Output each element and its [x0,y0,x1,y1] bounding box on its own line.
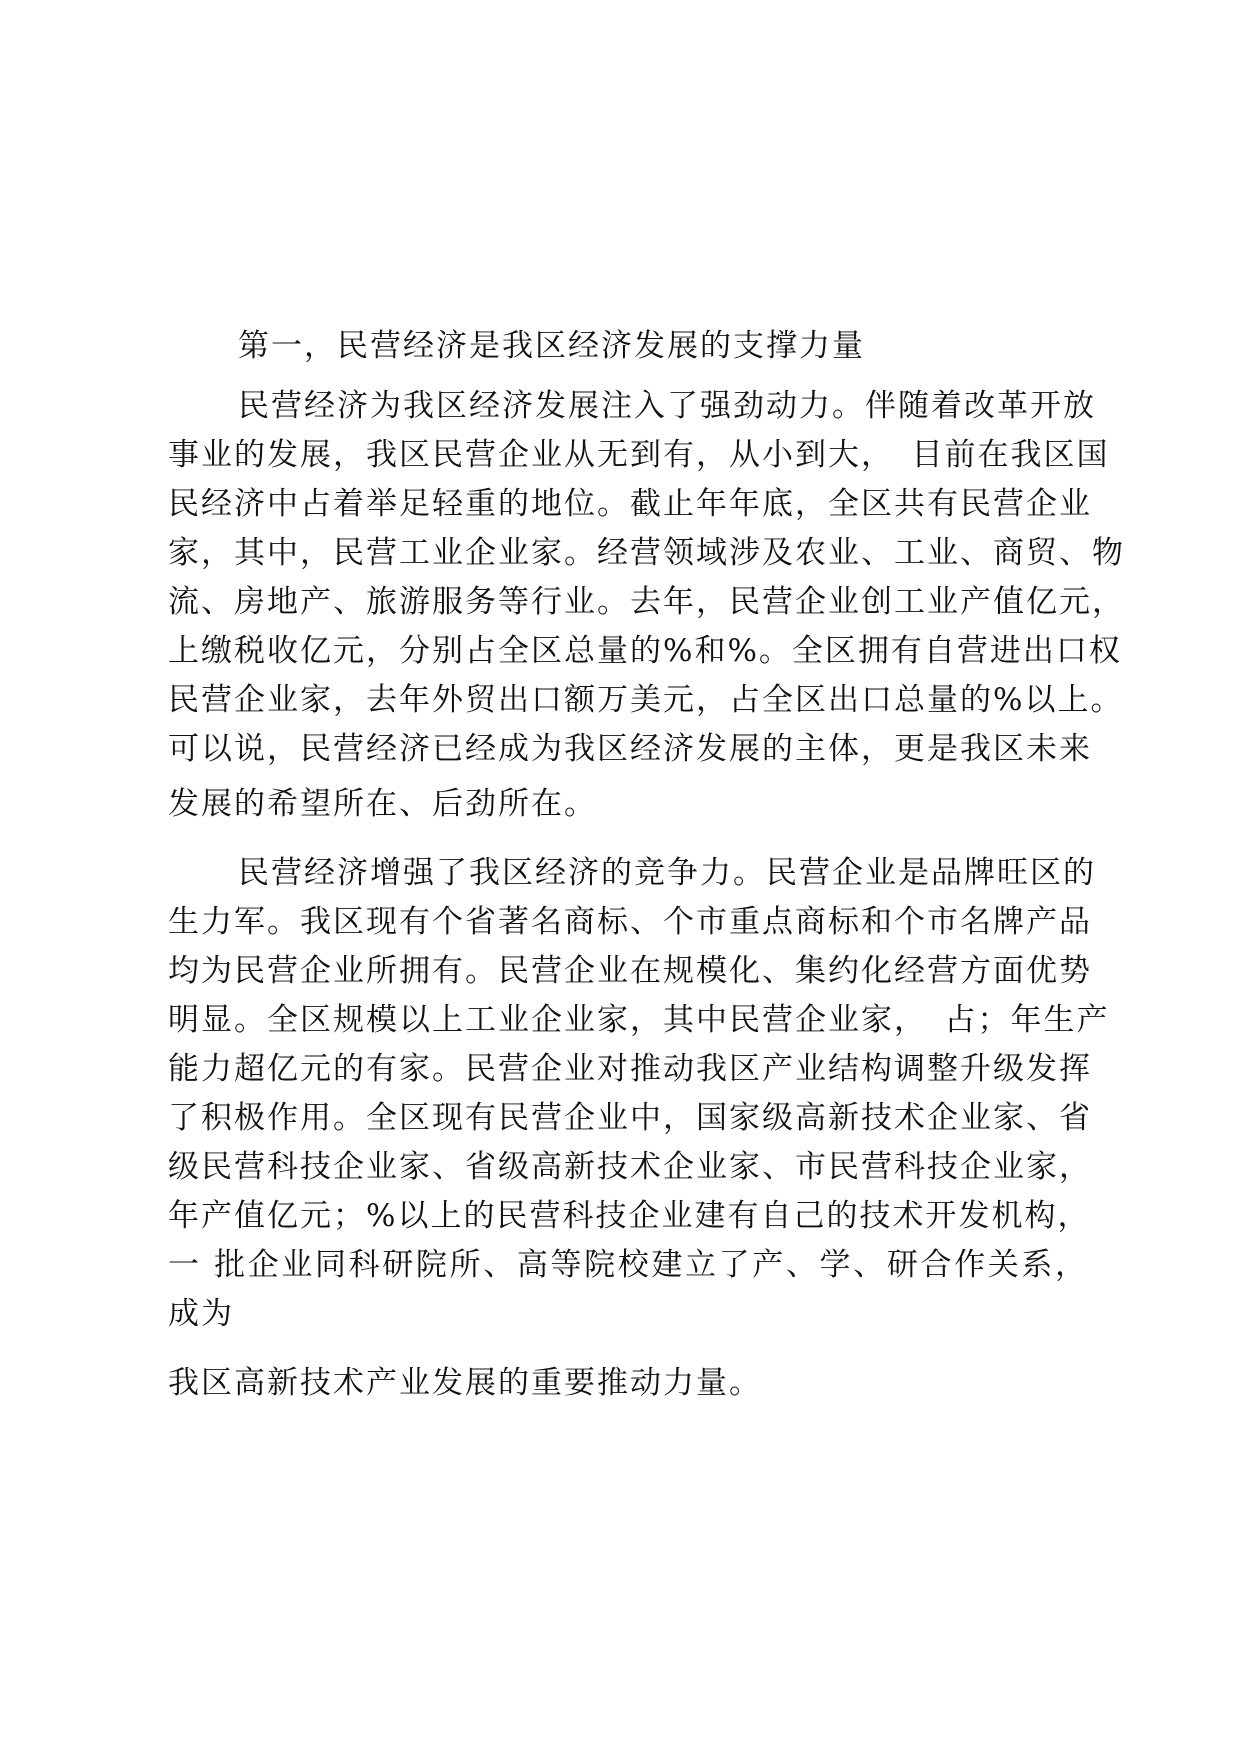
paragraph-line: 事业的发展，我区民营企业从无到有，从小到大， 目前在我区国 [168,437,1110,473]
paragraph-line: 一 批企业同科研院所、高等院校建立了产、学、研合作关系， [168,1247,1088,1283]
paragraph-line: 均为民营企业所拥有。民营企业在规模化、集约化经营方面优势 [168,953,1092,989]
paragraph-line: 民营经济为我区经济发展注入了强劲动力。伴随着改革开放 [238,388,1096,424]
paragraph-line: 民营企业家，去年外贸出口额万美元，占全区出口总量的%以上。 [168,682,1124,718]
section-heading: 第一，民营经济是我区经济发展的支撑力量 [238,328,865,364]
paragraph-line: 了积极作用。全区现有民营企业中，国家级高新技术企业家、省 [168,1100,1092,1136]
paragraph-line: 流、房地产、旅游服务等行业。去年，民营企业创工业产值亿元， [168,584,1125,620]
paragraph-line: 年产值亿元；%以上的民营科技企业建有自己的技术开发机构， [168,1198,1091,1234]
paragraph-line: 可以说，民营经济已经成为我区经济发展的主体，更是我区未来 [168,731,1092,767]
paragraph-line: 能力超亿元的有家。民营企业对推动我区产业结构调整升级发挥 [168,1051,1092,1087]
paragraph-line: 成为 [168,1296,234,1332]
paragraph-line: 上缴税收亿元，分别占全区总量的%和%。全区拥有自营进出口权 [168,633,1122,669]
paragraph-line: 民营经济增强了我区经济的竞争力。民营企业是品牌旺区的 [238,855,1096,891]
paragraph-line: 生力军。我区现有个省著名商标、个市重点商标和个市名牌产品 [168,904,1092,940]
paragraph-line: 明显。全区规模以上工业企业家，其中民营企业家， 占；年生产 [168,1002,1110,1038]
paragraph-line: 民经济中占着举足轻重的地位。截止年年底，全区共有民营企业 [168,486,1092,522]
paragraph-line: 发展的希望所在、后劲所在。 [168,786,597,822]
paragraph-line: 级民营科技企业家、省级高新技术企业家、市民营科技企业家， [168,1149,1092,1185]
paragraph-line: 家，其中，民营工业企业家。经营领域涉及农业、工业、商贸、物 [168,535,1125,571]
paragraph-line: 我区高新技术产业发展的重要推动力量。 [168,1365,762,1401]
